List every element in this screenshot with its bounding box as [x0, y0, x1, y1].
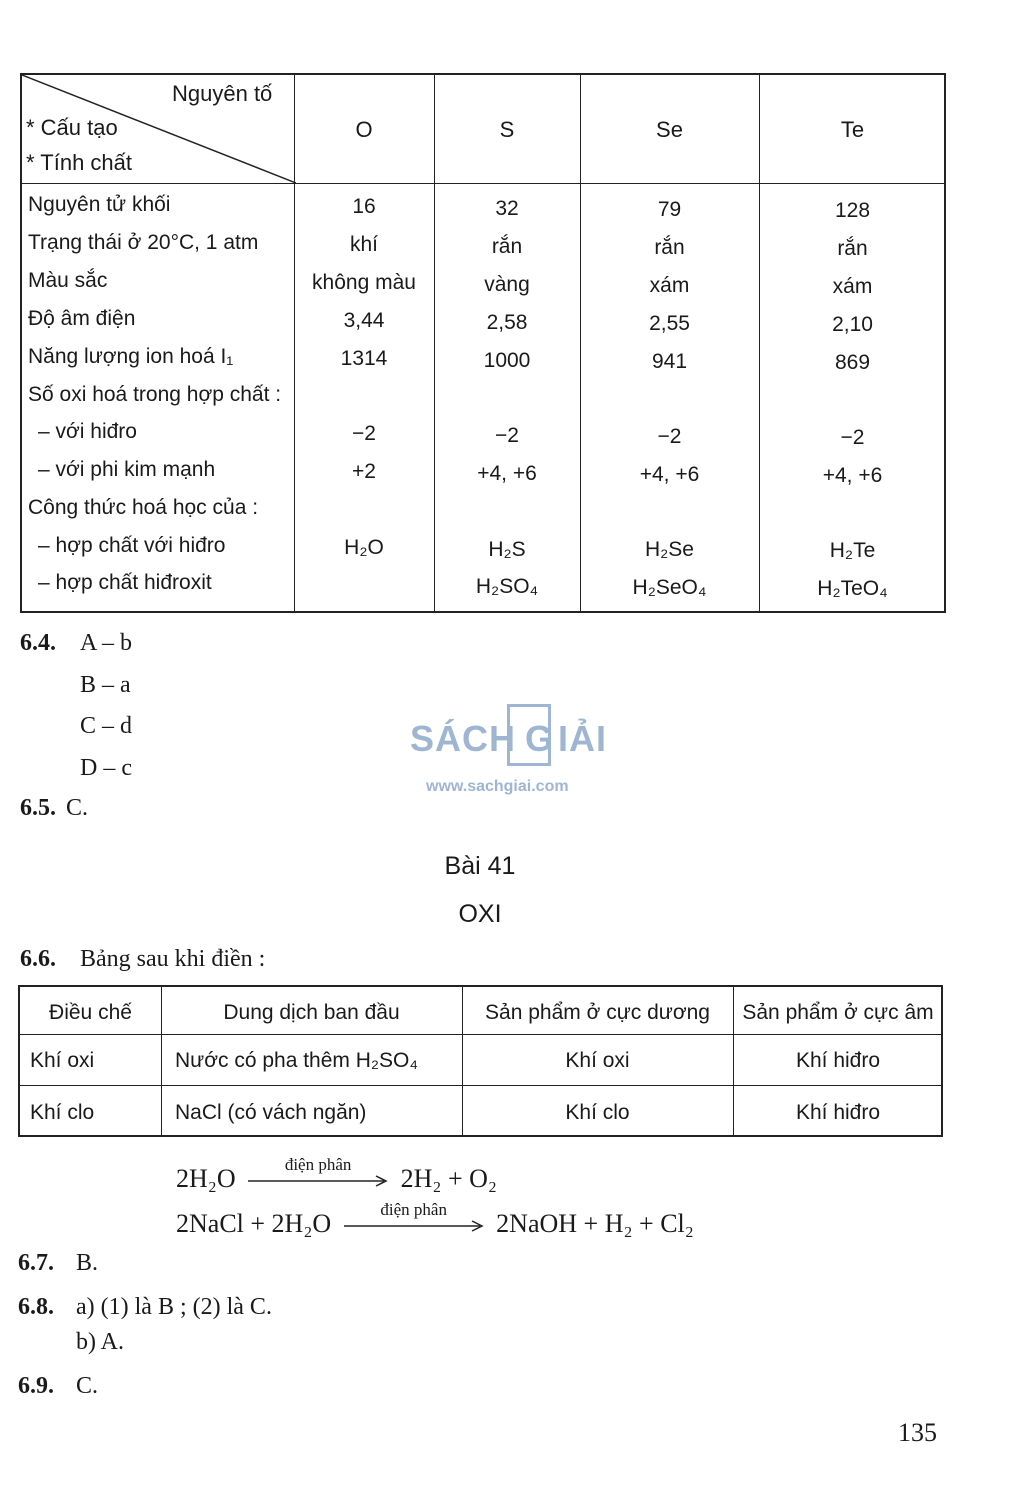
answer-number-6-4: 6.4. [20, 630, 56, 656]
answer-number-6-6: 6.6. [20, 946, 56, 972]
watermark-url: www.sachgiai.com [426, 778, 569, 795]
row-label: Màu sắc [28, 269, 108, 292]
corner-header-property: * Tính chất [26, 150, 132, 175]
table-cell: Khí clo [565, 1101, 630, 1124]
table-cell: 1314 [340, 347, 388, 370]
column-header-S: S [499, 117, 515, 142]
arrow-label: điện phân [380, 1200, 447, 1220]
answer-line: a) (1) là B ; (2) là C. [76, 1294, 272, 1320]
table-cell: vàng [484, 273, 530, 296]
column-header-Se: Se [656, 117, 683, 142]
table-cell: −2 [840, 426, 865, 449]
table-cell: −2 [352, 422, 376, 445]
table-cell: H₂SeO₄ [632, 576, 707, 599]
table-cell: 2,58 [486, 311, 528, 334]
table-cell: H₂S [488, 538, 526, 561]
table-cell: H₂TeO₄ [817, 577, 888, 600]
row-label: Độ âm điện [28, 307, 136, 330]
electrolysis-table [18, 985, 943, 1137]
corner-header-structure: * Cấu tạo [26, 115, 118, 140]
table-cell: 2,10 [832, 313, 873, 336]
question-intro: Bảng sau khi điền : [80, 946, 266, 972]
table-cell: NaCl (có vách ngăn) [175, 1101, 367, 1124]
watermark-text: SÁCH [410, 718, 517, 759]
reaction-arrow [248, 1155, 388, 1191]
row-label: Công thức hoá học của : [28, 496, 259, 519]
answer-number-6-8: 6.8. [18, 1294, 54, 1320]
equation-left: 2H₂O [176, 1164, 236, 1193]
table-cell: +2 [352, 460, 376, 483]
equation-right: 2NaOH + H₂ + Cl₂ [496, 1209, 694, 1238]
arrow-icon [344, 1220, 484, 1232]
answer-line: C – d [80, 713, 133, 739]
corner-header-element: Nguyên tố [172, 81, 273, 106]
table-cell: xám [832, 275, 873, 298]
table-cell: không màu [312, 271, 416, 294]
table-cell: rắn [837, 237, 868, 260]
reaction-arrow [344, 1200, 484, 1236]
table-cell: rắn [491, 235, 523, 258]
watermark-text: IẢI [558, 718, 608, 759]
table-cell: Khí hiđro [795, 1049, 881, 1072]
answer-line: b) A. [76, 1329, 124, 1355]
equation-2 [176, 1200, 694, 1239]
table-cell: rắn [654, 236, 685, 259]
answer-text: C. [76, 1373, 99, 1399]
answer-text: C. [66, 795, 89, 821]
row-label: Năng lượng ion hoá I₁ [28, 345, 234, 368]
table-cell: 128 [834, 199, 871, 222]
table-cell: Nước có pha thêm H₂SO₄ [175, 1049, 418, 1072]
element-properties-table [20, 73, 946, 613]
table-cell: −2 [495, 424, 519, 447]
table-cell: 3,44 [343, 309, 385, 332]
row-label: Số oxi hoá trong hợp chất : [28, 383, 282, 406]
equation-1 [176, 1155, 497, 1194]
answer-line: A – b [80, 630, 133, 656]
lesson-title: OXI [458, 900, 502, 928]
page-number: 135 [898, 1418, 937, 1447]
table-cell: Khí hiđro [795, 1101, 881, 1124]
row-label: – hợp chất hiđroxit [38, 571, 212, 594]
table-cell: 79 [657, 198, 682, 221]
row-label: Trạng thái ở 20°C, 1 atm [28, 231, 259, 254]
answer-line: B – a [80, 672, 131, 698]
row-label: – hợp chất với hiđro [38, 534, 226, 557]
answer-number-6-9: 6.9. [18, 1373, 54, 1399]
answer-text: B. [76, 1250, 99, 1276]
table-cell: H₂O [344, 536, 384, 559]
row-label: Nguyên tử khối [28, 193, 171, 216]
table-cell: +4, +6 [822, 464, 883, 487]
column-header: Sản phẩm ở cực âm [742, 1001, 934, 1024]
lesson-number: Bài 41 [444, 852, 516, 880]
table-cell: khí [349, 233, 378, 256]
column-header: Dung dịch ban đầu [223, 1001, 400, 1024]
table-cell: Khí clo [30, 1101, 95, 1124]
table-cell: 16 [352, 195, 376, 218]
table-cell: H₂Te [829, 539, 876, 562]
row-label: – với hiđro [38, 420, 137, 443]
answer-line: D – c [80, 755, 132, 781]
watermark-text: G [525, 718, 555, 759]
table-cell: 2,55 [649, 312, 690, 335]
answer-number-6-5: 6.5. [20, 795, 56, 821]
answer-number-6-7: 6.7. [18, 1250, 54, 1276]
table-cell: H₂SO₄ [475, 575, 539, 598]
column-header-Te: Te [840, 117, 865, 142]
table-cell: 941 [651, 350, 688, 373]
watermark-logo [410, 700, 620, 800]
table-cell: H₂Se [644, 538, 694, 561]
table-cell: 1000 [483, 349, 531, 372]
table-cell: Khí oxi [565, 1049, 630, 1072]
equation-right: 2H₂ + O₂ [400, 1164, 497, 1193]
table-cell: 32 [495, 197, 519, 220]
column-header: Sản phẩm ở cực dương [485, 1001, 710, 1024]
column-header-O: O [355, 117, 373, 142]
table-cell: +4, +6 [477, 462, 537, 485]
table-cell: −2 [657, 425, 682, 448]
table-cell: 869 [834, 351, 871, 374]
arrow-icon [248, 1175, 388, 1187]
row-label: – với phi kim mạnh [38, 458, 216, 481]
table-cell: Khí oxi [30, 1049, 95, 1072]
table-cell: +4, +6 [639, 463, 700, 486]
column-header: Điều chế [49, 1001, 132, 1024]
equation-left: 2NaCl + 2H₂O [176, 1209, 332, 1238]
table-cell: xám [649, 274, 690, 297]
arrow-label: điện phân [284, 1155, 352, 1175]
